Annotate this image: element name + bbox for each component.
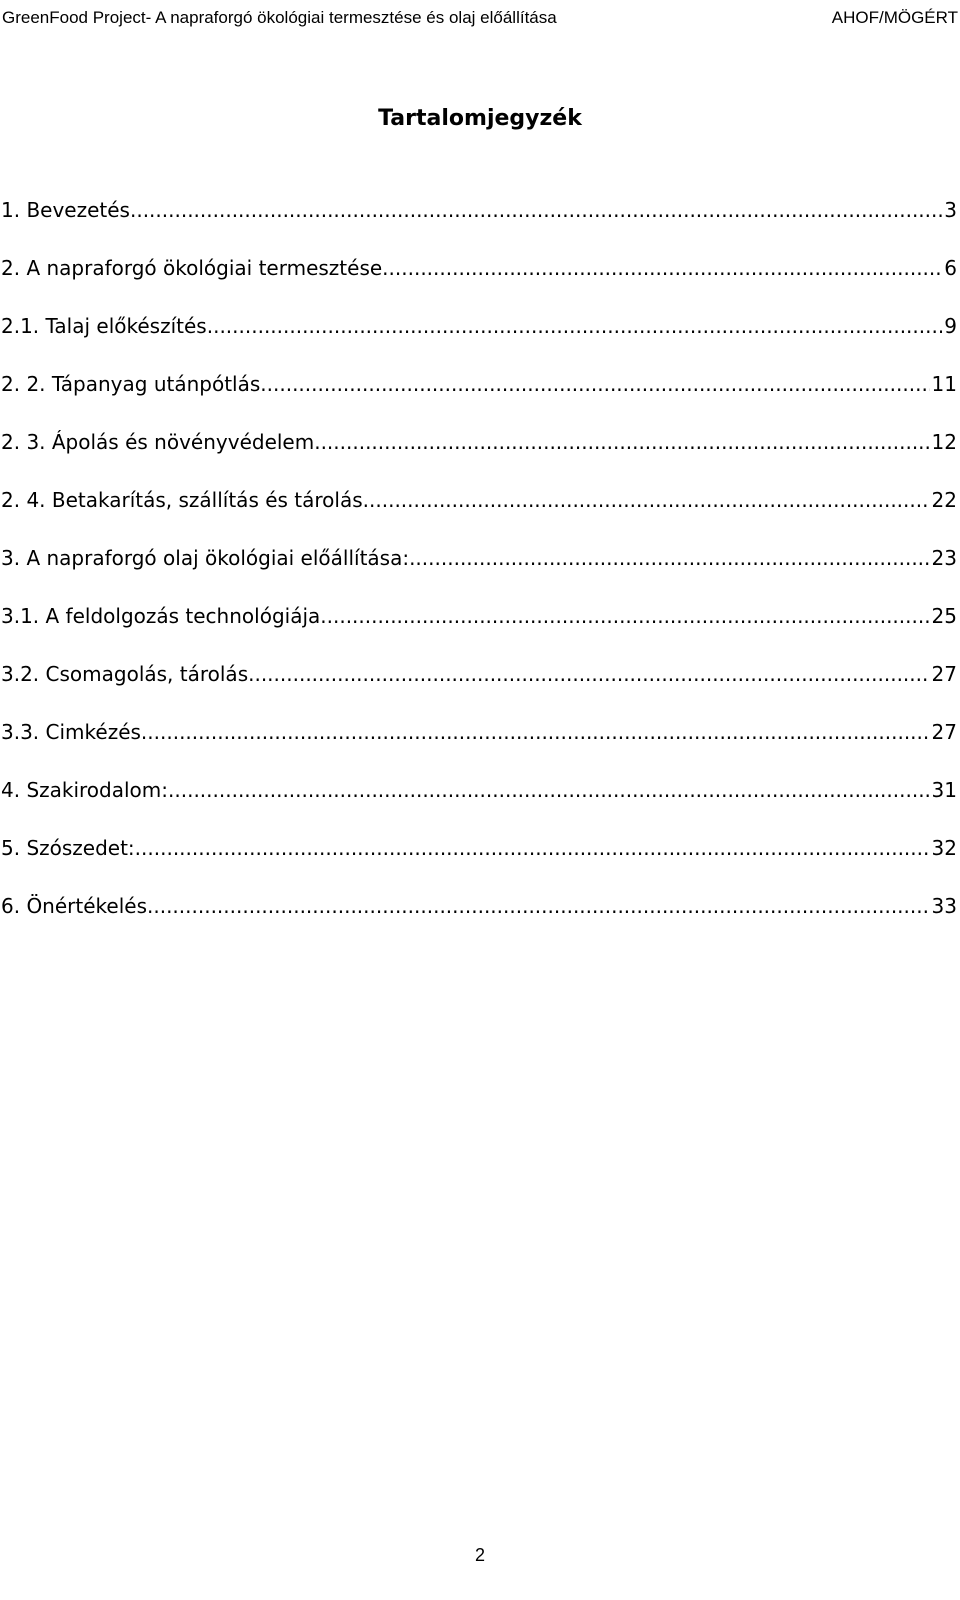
toc-entry-page: 3 bbox=[944, 198, 957, 222]
toc-entry-label: 3.1. A feldolgozás technológiája bbox=[1, 604, 321, 628]
toc-entry[interactable] bbox=[1, 661, 957, 719]
toc-entry-label: 3.2. Csomagolás, tárolás bbox=[1, 662, 249, 686]
toc-dot-leader bbox=[207, 313, 943, 339]
toc-entry-page: 27 bbox=[931, 720, 957, 744]
toc-dot-leader bbox=[320, 603, 929, 629]
toc-entry-label: 4. Szakirodalom: bbox=[1, 778, 169, 802]
toc-entry-label: 1. Bevezetés bbox=[1, 198, 130, 222]
toc-entry-page: 31 bbox=[931, 778, 957, 802]
toc-entry-page: 12 bbox=[931, 430, 957, 454]
table-of-contents bbox=[1, 197, 957, 951]
toc-entry-page: 11 bbox=[931, 372, 957, 396]
toc-dot-leader bbox=[130, 197, 942, 223]
toc-entry[interactable] bbox=[1, 429, 957, 487]
toc-entry-page: 6 bbox=[944, 256, 957, 280]
toc-entry-label: 2. 3. Ápolás és növényvédelem bbox=[1, 430, 315, 454]
toc-dot-leader bbox=[248, 661, 929, 687]
toc-dot-leader bbox=[168, 777, 930, 803]
toc-entry-label: 2. 2. Tápanyag utánpótlás bbox=[1, 372, 261, 396]
page-number: 2 bbox=[474, 1545, 485, 1565]
toc-entry[interactable] bbox=[1, 777, 957, 835]
toc-entry-page: 33 bbox=[931, 894, 957, 918]
toc-dot-leader bbox=[135, 835, 930, 861]
toc-entry-label: 5. Szószedet: bbox=[1, 836, 135, 860]
toc-title: Tartalomjegyzék bbox=[378, 106, 582, 131]
header-project-title: GreenFood Project- A napraforgó ökológiai termesztése és olaj előállítása bbox=[2, 8, 557, 27]
toc-entry[interactable] bbox=[1, 893, 957, 951]
toc-entry[interactable] bbox=[1, 545, 957, 603]
toc-entry-page: 9 bbox=[944, 314, 957, 338]
toc-entry-page: 22 bbox=[931, 488, 957, 512]
toc-entry[interactable] bbox=[1, 197, 957, 255]
toc-entry-page: 27 bbox=[931, 662, 957, 686]
toc-entry-label: 2.1. Talaj előkészítés bbox=[1, 314, 207, 338]
toc-entry[interactable] bbox=[1, 487, 957, 545]
toc-entry[interactable] bbox=[1, 255, 957, 313]
toc-entry-label: 3. A napraforgó olaj ökológiai előállítása: bbox=[1, 546, 410, 570]
toc-entry-page: 32 bbox=[931, 836, 957, 860]
toc-entry-page: 25 bbox=[931, 604, 957, 628]
toc-dot-leader bbox=[363, 487, 930, 513]
toc-dot-leader bbox=[147, 893, 930, 919]
toc-dot-leader bbox=[409, 545, 929, 571]
toc-entry[interactable] bbox=[1, 313, 957, 371]
toc-entry[interactable] bbox=[1, 603, 957, 661]
header-organization: AHOF/MÖGÉRT bbox=[831, 8, 958, 27]
running-header bbox=[0, 4, 960, 32]
toc-entry-label: 3.3. Cimkézés bbox=[1, 720, 141, 744]
toc-entry-page: 23 bbox=[931, 546, 957, 570]
toc-dot-leader bbox=[382, 255, 942, 281]
toc-entry[interactable] bbox=[1, 719, 957, 777]
toc-dot-leader bbox=[141, 719, 930, 745]
toc-dot-leader bbox=[314, 429, 929, 455]
toc-entry-label: 2. 4. Betakarítás, szállítás és tárolás bbox=[1, 488, 363, 512]
toc-entry-label: 2. A napraforgó ökológiai termesztése bbox=[1, 256, 383, 280]
toc-entry-label: 6. Önértékelés bbox=[1, 894, 147, 918]
toc-entry[interactable] bbox=[1, 835, 957, 893]
toc-entry[interactable] bbox=[1, 371, 957, 429]
toc-dot-leader bbox=[260, 371, 929, 397]
